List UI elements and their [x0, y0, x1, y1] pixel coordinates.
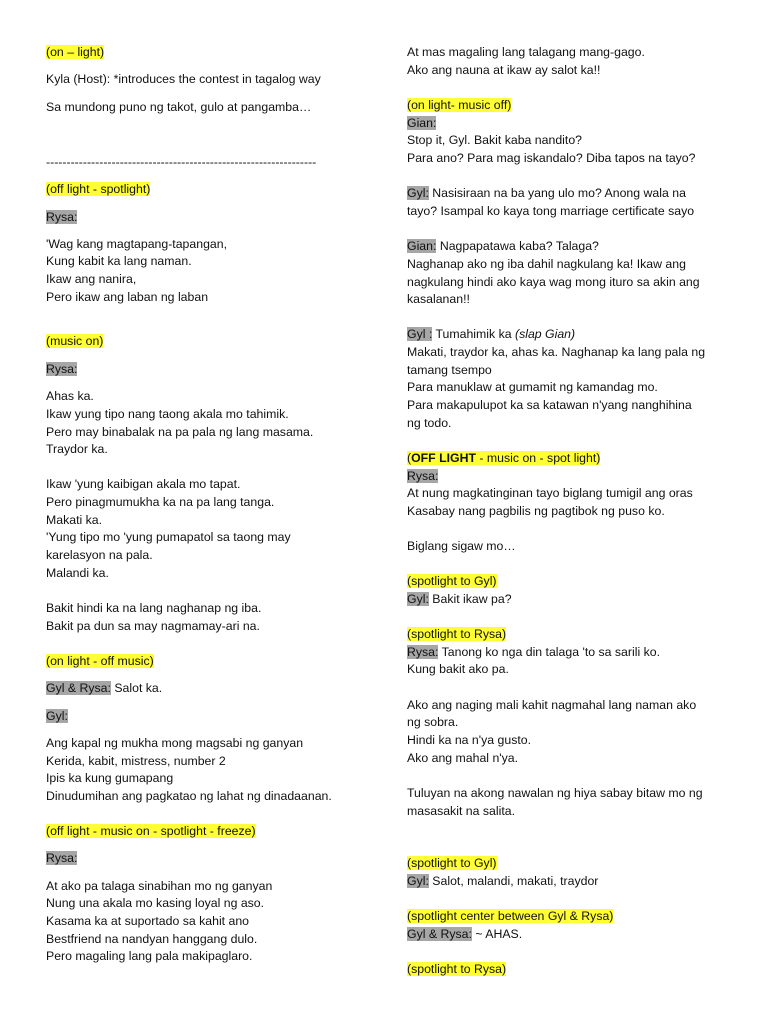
dialogue-text: ------------------------------------------------------------------	[46, 155, 317, 169]
dialogue-text: Kyla (Host): *introduces the contest in tagalog way	[46, 72, 321, 86]
cue-text: (spotlight to Gyl)	[407, 856, 497, 870]
dialogue-text: masasakit na salita.	[407, 804, 515, 818]
script-line	[46, 789, 332, 804]
dialogue-text: 'Wag kang magtapang-tapangan,	[46, 237, 228, 251]
script-line	[46, 619, 260, 634]
dialogue-text: Para makapulupot ka sa katawan n'yang nanghihina	[407, 398, 692, 412]
cue-text: (	[407, 451, 412, 465]
cue-text: (off light - music on - spotlight - freeze)	[46, 824, 256, 838]
speaker-line	[46, 851, 77, 866]
script-line	[46, 100, 311, 115]
dialogue-text: Salot, malandi, makati, traydor	[428, 874, 599, 888]
script-line	[407, 715, 458, 730]
dialogue-text: Pero may binabalak na pa pala ng lang masama.	[46, 425, 314, 439]
speaker-name: Gian:	[407, 239, 437, 253]
script-line	[407, 63, 600, 78]
stage-direction	[407, 962, 506, 977]
script-line	[46, 72, 321, 87]
dialogue-text: At nung magkatinginan tayo biglang tumigil ang oras	[407, 486, 693, 500]
dialogue-text: Bakit hindi ka na lang naghanap ng iba.	[46, 601, 262, 615]
cue-text: (off light - spotlight)	[46, 182, 151, 196]
dialogue-text: Ako ang mahal n'ya.	[407, 751, 519, 765]
speaker-line	[407, 186, 686, 201]
speaker-name: Gyl & Rysa:	[46, 681, 111, 695]
script-line	[46, 754, 226, 769]
stage-direction	[46, 334, 103, 349]
script-line	[407, 504, 665, 519]
speaker-name: Gyl :	[407, 327, 433, 341]
speaker-name: Rysa:	[46, 362, 78, 376]
dialogue-text: Biglang sigaw mo…	[407, 539, 516, 553]
cue-text: - music on - spot light)	[476, 451, 601, 465]
dialogue-text: Makati ka.	[46, 513, 103, 527]
dialogue-text: Pero ikaw ang laban ng laban	[46, 290, 209, 304]
dialogue-text: (slap Gian)	[514, 327, 576, 341]
script-line	[46, 272, 136, 287]
dialogue-text: karelasyon na pala.	[46, 548, 153, 562]
cue-text: (on light- music off)	[407, 98, 512, 112]
stage-direction	[407, 451, 600, 466]
script-line	[407, 151, 696, 166]
speaker-name: Gian:	[407, 116, 437, 130]
script-line	[46, 155, 316, 170]
stage-direction	[407, 98, 511, 113]
dialogue-text: Para manuklaw at gumamit ng kamandag mo.	[407, 380, 658, 394]
script-line	[46, 389, 94, 404]
script-line	[407, 380, 658, 395]
dialogue-text: nagkulang hindi ako kaya wag mong ituro sa akin ang	[407, 275, 700, 289]
script-line	[46, 442, 108, 457]
speaker-line	[407, 927, 522, 942]
speaker-line	[407, 116, 436, 131]
speaker-line	[46, 362, 77, 377]
script-line	[407, 204, 694, 219]
script-line	[407, 257, 686, 272]
script-line	[407, 292, 470, 307]
script-line	[407, 45, 645, 60]
dialogue-text: Ako ang nauna at ikaw ay salot ka!!	[407, 63, 601, 77]
speaker-name: Gyl:	[407, 592, 429, 606]
dialogue-text: Hindi ka na n'ya gusto.	[407, 733, 532, 747]
stage-direction	[407, 909, 613, 924]
dialogue-text: Makati, traydor ka, ahas ka. Naghanap ka lang pala ng	[407, 345, 706, 359]
speaker-name: Rysa:	[407, 469, 439, 483]
dialogue-text: Ikaw ang nanira,	[46, 272, 137, 286]
script-line	[407, 804, 515, 819]
stage-direction	[407, 856, 497, 871]
script-line	[407, 733, 531, 748]
script-line	[46, 530, 291, 545]
script-line	[46, 566, 109, 581]
script-line	[407, 698, 696, 713]
dialogue-text: Ikaw 'yung kaibigan akala mo tapat.	[46, 477, 241, 491]
speaker-line	[46, 681, 162, 696]
dialogue-text: Sa mundong puno ng takot, gulo at pangamba…	[46, 100, 312, 114]
stage-direction	[46, 654, 154, 669]
dialogue-text: Kung bakit ako pa.	[407, 662, 509, 676]
speaker-line	[46, 709, 68, 724]
dialogue-text: Tuluyan na akong nawalan ng hiya sabay bitaw mo ng	[407, 786, 703, 800]
dialogue-text: Ang kapal ng mukha mong magsabi ng ganyan	[46, 736, 304, 750]
script-line	[46, 601, 261, 616]
dialogue-text: tamang tsempo	[407, 363, 492, 377]
dialogue-text: Ipis ka kung gumapang	[46, 771, 174, 785]
stage-direction	[407, 627, 506, 642]
dialogue-text: At ako pa talaga sinabihan mo ng ganyan	[46, 879, 273, 893]
dialogue-text: Para ano? Para mag iskandalo? Diba tapos na tayo?	[407, 151, 696, 165]
dialogue-text: Pero magaling lang pala makipaglaro.	[46, 949, 253, 963]
script-line	[46, 237, 227, 252]
script-line	[46, 932, 257, 947]
dialogue-text: Kasama ka at suportado sa kahit ano	[46, 914, 250, 928]
dialogue-text: ~ AHAS.	[471, 927, 523, 941]
script-line	[407, 363, 492, 378]
speaker-name: Gyl:	[407, 874, 429, 888]
dialogue-text: Ikaw yung tipo nang taong akala mo tahimik.	[46, 407, 289, 421]
dialogue-text: Bakit ikaw pa?	[428, 592, 512, 606]
dialogue-text: Malandi ka.	[46, 566, 109, 580]
dialogue-text: ng sobra.	[407, 715, 459, 729]
script-line	[407, 786, 703, 801]
speaker-line	[407, 592, 512, 607]
script-line	[46, 477, 240, 492]
script-line	[407, 751, 518, 766]
speaker-line	[46, 210, 77, 225]
cue-text: (music on)	[46, 334, 104, 348]
dialogue-text: At mas magaling lang talagang mang-gago.	[407, 45, 645, 59]
cue-text: (spotlight center between Gyl & Rysa)	[407, 909, 614, 923]
speaker-line	[407, 239, 599, 254]
dialogue-text: Bestfriend na nandyan hanggang dulo.	[46, 932, 258, 946]
script-line	[407, 275, 700, 290]
dialogue-text: Ahas ka.	[46, 389, 94, 403]
stage-direction	[46, 182, 150, 197]
speaker-line	[407, 874, 598, 889]
dialogue-text: Tumahimik ka	[432, 327, 515, 341]
script-line	[407, 662, 509, 677]
dialogue-text: Pero pinagmumukha ka na pa lang tanga.	[46, 495, 275, 509]
speaker-name: Gyl & Rysa:	[407, 927, 472, 941]
cue-text: OFF LIGHT	[411, 451, 476, 465]
cue-text: (spotlight to Rysa)	[407, 962, 507, 976]
cue-text: (on light - off music)	[46, 654, 154, 668]
script-line	[46, 425, 313, 440]
speaker-line	[407, 469, 438, 484]
script-line	[46, 548, 153, 563]
dialogue-text: Bakit pa dun sa may nagmamay-ari na.	[46, 619, 260, 633]
cue-text: (spotlight to Rysa)	[407, 627, 507, 641]
dialogue-text: Naghanap ako ng iba dahil nagkulang ka! Ikaw ang	[407, 257, 686, 271]
dialogue-text: kasalanan!!	[407, 292, 470, 306]
speaker-name: Rysa:	[407, 645, 439, 659]
script-line	[46, 771, 173, 786]
dialogue-text: Traydor ka.	[46, 442, 108, 456]
stage-direction	[46, 45, 104, 60]
dialogue-text: Salot ka.	[110, 681, 163, 695]
speaker-name: Gyl:	[46, 709, 68, 723]
speaker-name: Rysa:	[46, 851, 78, 865]
script-line	[407, 398, 692, 413]
speaker-line	[407, 645, 660, 660]
script-line	[46, 896, 264, 911]
script-line	[46, 407, 289, 422]
speaker-name: Gyl:	[407, 186, 429, 200]
dialogue-text: Kung kabit ka lang naman.	[46, 254, 192, 268]
script-line	[407, 416, 451, 431]
script-line	[407, 486, 693, 501]
dialogue-text: tayo? Isampal ko kaya tong marriage certificate sayo	[407, 204, 695, 218]
stage-direction	[46, 824, 256, 839]
speaker-name: Rysa:	[46, 210, 78, 224]
script-line	[46, 914, 249, 929]
dialogue-text: Kerida, kabit, mistress, number 2	[46, 754, 226, 768]
dialogue-text: ng todo.	[407, 416, 452, 430]
cue-text: (on – light)	[46, 45, 105, 59]
dialogue-text: Ako ang naging mali kahit nagmahal lang naman ako	[407, 698, 697, 712]
script-line	[407, 539, 516, 554]
script-line	[407, 345, 705, 360]
dialogue-text: Nagpapatawa kaba? Talaga?	[436, 239, 599, 253]
script-line	[46, 736, 303, 751]
script-line	[46, 879, 272, 894]
dialogue-text: Kasabay nang pagbilis ng pagtibok ng puso ko.	[407, 504, 665, 518]
dialogue-text: Stop it, Gyl. Bakit kaba nandito?	[407, 133, 582, 147]
script-line	[407, 133, 582, 148]
dialogue-text: Tanong ko nga din talaga 'to sa sarili ko.	[438, 645, 660, 659]
script-line	[46, 513, 102, 528]
speaker-line	[407, 327, 575, 342]
script-line	[46, 495, 274, 510]
dialogue-text: Nung una akala mo kasing loyal ng aso.	[46, 896, 265, 910]
dialogue-text: 'Yung tipo mo 'yung pumapatol sa taong may	[46, 530, 291, 544]
script-line	[46, 254, 192, 269]
script-line	[46, 290, 208, 305]
stage-direction	[407, 574, 497, 589]
script-line	[46, 949, 252, 964]
cue-text: (spotlight to Gyl)	[407, 574, 497, 588]
dialogue-text: Dinudumihan ang pagkatao ng lahat ng dinadaanan.	[46, 789, 332, 803]
dialogue-text: Nasisiraan na ba yang ulo mo? Anong wala na	[428, 186, 686, 200]
